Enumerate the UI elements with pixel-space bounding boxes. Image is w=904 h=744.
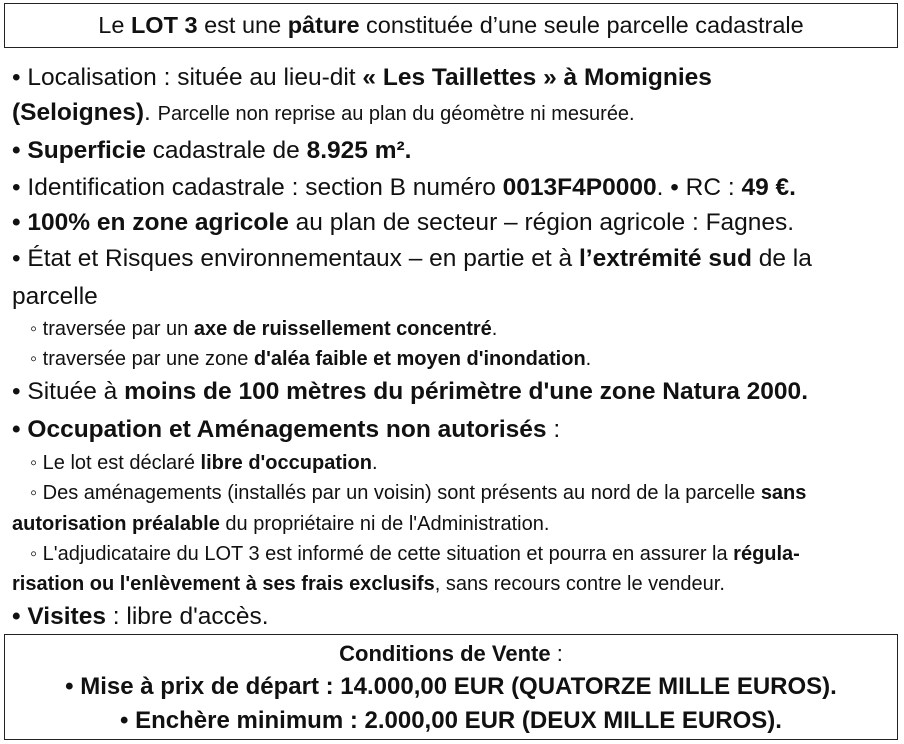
lot-title-box	[4, 3, 898, 48]
mise-a-prix: • Mise à prix de départ : 14.000,00 EUR (QUATORZE MILLE EUROS).	[65, 673, 837, 700]
ruissellement-subitem: ◦ traversée par un axe de ruissellement concentré.	[30, 318, 498, 340]
conditions-box	[4, 634, 898, 740]
etat-risques-line: • État et Risques environnementaux – en partie et à l’extrémité sud de la	[12, 245, 812, 272]
localisation-line: • Localisation : située au lieu-dit « Les Taillettes » à Momignies	[12, 64, 712, 91]
etat-risques-line-2: parcelle	[12, 283, 98, 310]
natura-line: • Située à moins de 100 mètres du périmètre d'une zone Natura 2000.	[12, 378, 808, 405]
libre-occupation-subitem: ◦ Le lot est déclaré libre d'occupation.	[30, 452, 378, 474]
visites-line: • Visites : libre d'accès.	[12, 603, 269, 630]
adjudicataire-subitem: ◦ L'adjudicataire du LOT 3 est informé de cette situation et pourra en assurer la régula-	[30, 543, 800, 565]
superficie-line: • Superficie cadastrale de 8.925 m².	[12, 137, 412, 164]
amenagements-subitem-2: autorisation préalable du propriétaire ni de l'Administration.	[12, 513, 550, 535]
lot-title: Le LOT 3 est une pâture constituée d’une seule parcelle cadastrale	[98, 12, 804, 38]
conditions-title: Conditions de Vente :	[339, 641, 563, 666]
amenagements-subitem: ◦ Des aménagements (installés par un voisin) sont présents au nord de la parcelle sans	[30, 482, 807, 504]
identification-line: • Identification cadastrale : section B numéro 0013F4P0000. • RC : 49 €.	[12, 174, 796, 201]
inondation-subitem: ◦ traversée par une zone d'aléa faible et moyen d'inondation.	[30, 348, 592, 370]
enchere-minimum: • Enchère minimum : 2.000,00 EUR (DEUX MILLE EUROS).	[120, 707, 782, 734]
occupation-line: • Occupation et Aménagements non autorisés :	[12, 416, 561, 443]
localisation-line-2: (Seloignes). Parcelle non reprise au plan du géomètre ni mesurée.	[12, 99, 635, 126]
zone-agricole-line: • 100% en zone agricole au plan de secteur – région agricole : Fagnes.	[12, 209, 795, 236]
adjudicataire-subitem-2: risation ou l'enlèvement à ses frais exclusifs, sans recours contre le vendeur.	[12, 573, 725, 595]
